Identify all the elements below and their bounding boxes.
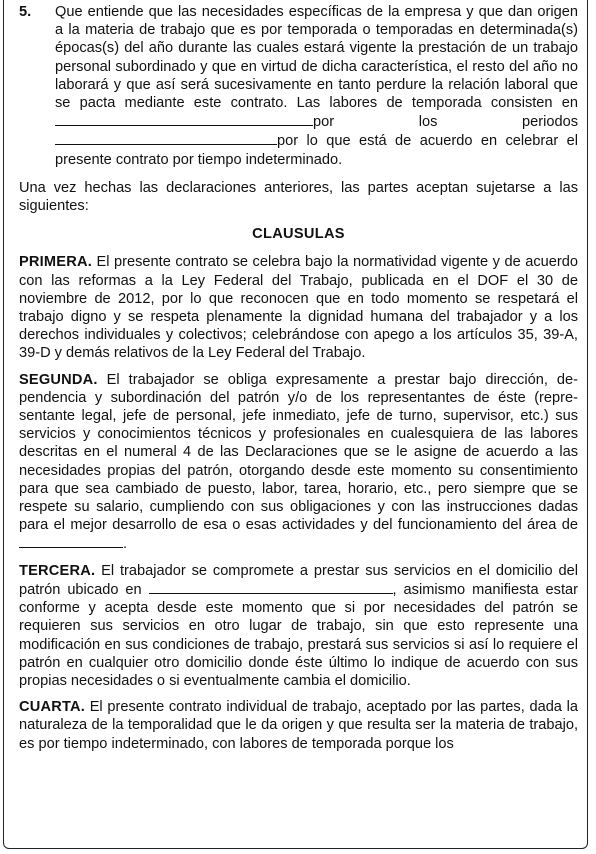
clause-label: PRIMERA. — [19, 254, 92, 271]
clause-tercera — [19, 562, 578, 690]
periods-blank[interactable] — [55, 131, 277, 145]
area-blank[interactable] — [19, 534, 123, 548]
clause-label: TERCERA. — [19, 562, 96, 579]
season-work-blank[interactable] — [55, 112, 313, 126]
clause-segunda — [19, 371, 578, 554]
address-blank[interactable] — [149, 580, 393, 594]
clauses-heading: CLAUSULAS — [252, 226, 345, 243]
item-5-text — [55, 3, 578, 169]
item-5-text-c: por lo que está de acuerdo en celebrar el presente contrato por tiempo indeterminado. — [55, 133, 578, 168]
declaration-item-5 — [19, 3, 578, 169]
item-5-text-b: por los periodos — [313, 114, 578, 131]
document-body — [19, 3, 578, 753]
item-5-text-a: Que entiende que las necesidades específicas de la empresa y que dan origen a la materia de trabajo que es por temporada o temporadas en determinada(s) épocas(s) del año durante las cuales estará vigente la prestación de un trabajo personal subordinado y que en virtud de dicha característica, el resto del año no laborará y que así será sucesivamente en tanto perdure la relación laboral que se pacta mediante este contrato. Las labores de temporada consisten en — [55, 4, 578, 112]
clause-end: . — [123, 536, 128, 553]
clause-label: SEGUNDA. — [19, 371, 98, 388]
document-page — [3, 0, 588, 849]
clause-text: El presente contrato se celebra bajo la normatividad vigente y de acuerdo con las reformas a la Ley Federal del Trabajo, publicada en el DOF el 30 de noviembre de 2012, por lo que reconocen que en todo momento se respetará el trabajo digno y se respeta plenamente la dignidad humana del trabajador y a los derechos individuales y colectivos; celebrándose con apego a los artículos 35, 39-A, 39-D y demás relativos de la Ley Federal del Trabajo. — [19, 254, 578, 362]
clause-text-b: , asimismo manifiesta estar conforme y acepta desde este momento que si por necesidades del patrón se requieren sus servicios en otro lugar de trabajo, sin que esto represente una modificación en sus condiciones de trabajo, prestará sus servicios si así lo requiere el patrón en cualquier otro domicilio donde éste último lo indique de acuerdo con sus propias necesidades o si eventualmente cambia el domicilio. — [19, 581, 578, 689]
clause-primera — [19, 253, 578, 362]
clause-text-a: El trabajador se compromete a prestar sus servicios en el domicilio del patrón ubicado en — [19, 562, 578, 598]
intro-paragraph: Una vez hechas las declaraciones anteriores, las partes aceptan sujetarse a las siguientes: — [19, 179, 578, 215]
clause-text: El trabajador se obliga expresamente a prestar bajo dirección, dependencia y subordinación del patrón y/o de los representantes de éste (representante legal, jefe de personal, jefe inmediato, jefe de turno, supervisor, etc.) sus servicios y conocimientos técnicos y profesionales en cualesquiera de las labores descritas en el numeral 4 de las Declaraciones que se le asigne de acuerdo a las necesidades propias del patrón, otorgando desde este momento su consentimiento para que sea cambiado de puesto, labor, tarea, horario, etc., pero siempre que se respete su salario, cumpliendo con sus obligaciones y con las instrucciones dadas para el mejor desarrollo de esa o esas actividades y del funcionamiento del área de — [19, 371, 578, 534]
clause-cuarta — [19, 698, 578, 753]
item-number: 5. — [19, 4, 32, 20]
clause-text: El presente contrato individual de trabajo, aceptado por las partes, dada la naturaleza de la temporalidad que le da origen y que resulta ser la materia de trabajo, es por tiempo indeterminado, con labores de temporada porque los — [19, 699, 578, 752]
clause-label: CUARTA. — [19, 699, 85, 716]
